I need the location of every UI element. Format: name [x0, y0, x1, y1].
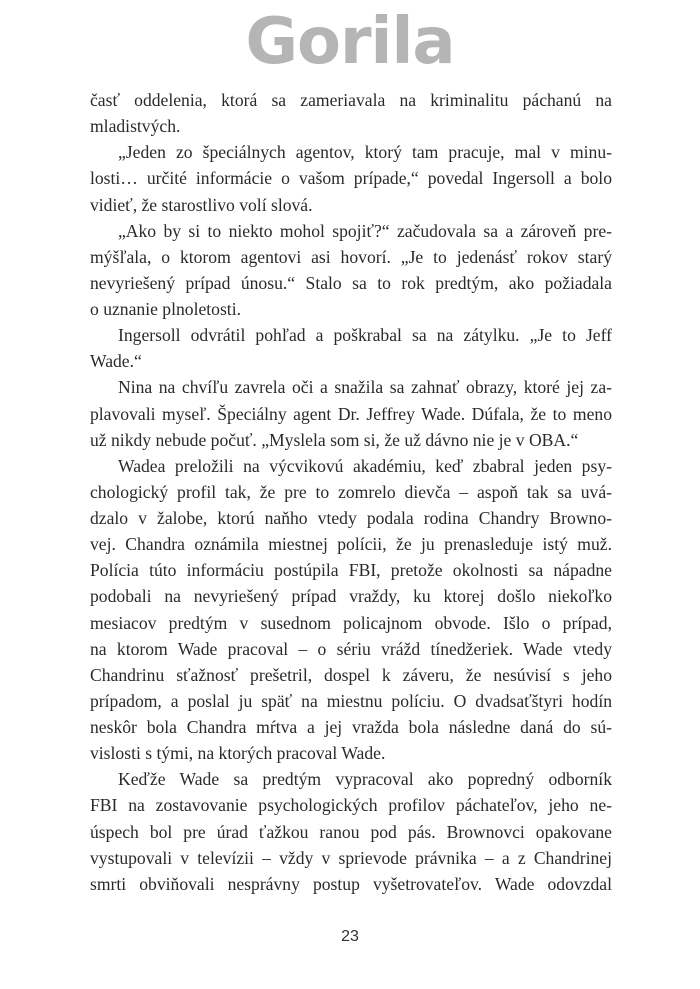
body-text [90, 87, 612, 897]
text-line: Nina na chvíľu zavrela oči a snažila sa zahnať obrazy, ktoré jej za- [118, 377, 612, 398]
page-number: 23 [341, 928, 359, 945]
text-line: mesiacov predtým v susednom policajnom obvode. Išlo o prípad, [90, 612, 612, 633]
text-line: Polícia túto informáciu postúpila FBI, pretože okolnosti sa nápadne [90, 560, 612, 581]
text-line: o uznanie plnoletosti. [90, 299, 241, 319]
text-line: FBI na zostavovanie psychologických profilov páchateľov, jeho ne- [90, 795, 612, 816]
paragraph [90, 87, 612, 139]
text-line: „Ako by si to niekto mohol spojiť?“ začudovala sa a zároveň pre- [118, 220, 612, 241]
text-line: časť oddelenia, ktorá sa zameriavala na kriminalitu páchanú na [90, 90, 612, 110]
text-line: vislosti s tými, na ktorých pracoval Wade. [90, 743, 386, 764]
text-line: „Jeden zo špeciálnych agentov, ktorý tam pracuje, mal v minu- [118, 142, 612, 163]
text-line: na ktorom Wade pracoval – o sériu vrážd tínedžeriek. Wade vtedy [90, 638, 612, 659]
watermark-logo: Gorila [245, 5, 455, 79]
text-line: Ingersoll odvrátil pohľad a poškrabal sa na zátylku. „Je to Jeff [118, 325, 612, 346]
paragraph [90, 374, 612, 452]
paragraph [90, 322, 612, 374]
text-line: Chandrinu sťažnosť prešetril, dospel k záveru, že nesúvisí s jeho [90, 664, 612, 685]
paragraph [90, 218, 612, 323]
text-line: mladistvých. [90, 116, 181, 137]
paragraph [90, 453, 612, 767]
text-line: mýšľala, o ktorom agentovi asi hovorí. „Je to jedenásť rokov starý [90, 246, 612, 267]
text-line: smrti obviňovali nesprávny postup vyšetrovateľov. Wade odovzdal [90, 873, 612, 894]
text-line: podobali na nevyriešený prípad vraždy, ku ktorej došlo niekoľko [90, 586, 612, 607]
paragraph [90, 139, 612, 217]
text-line: nevyriešený prípad únosu.“ Stalo sa to rok predtým, ako požiadala [90, 272, 612, 293]
text-line: vidieť, že starostlivo volí slová. [90, 194, 313, 215]
text-line: dzalo v žalobe, ktorú naňho vtedy podala rodina Chandry Browno- [90, 508, 612, 528]
text-line: úspech bol pre úrad ťažkou ranou pod pás. Brownovci opakovane [90, 821, 612, 842]
text-line: Wade.“ [90, 351, 142, 372]
text-line: losti… určité informácie o vašom prípade,“ povedal Ingersoll a bolo [90, 168, 612, 189]
text-line: plavovali myseľ. Špeciálny agent Dr. Jeffrey Wade. Dúfala, že to meno [90, 403, 612, 424]
text-line: vej. Chandra oznámila miestnej polícii, že ju prenasleduje istý muž. [90, 534, 612, 555]
text-line: Keďže Wade sa predtým vypracoval ako popredný odborník [118, 769, 612, 790]
text-line: neskôr bola Chandra mŕtva a jej vražda bola následne daná do sú- [90, 717, 612, 737]
text-line: prípadom, a poslal ju späť na miestnu políciu. O dvadsaťštyri hodín [90, 690, 612, 711]
paragraph [90, 766, 612, 897]
text-line: vystupovali v televízii – vždy v sprievode právnika – a z Chandrinej [90, 847, 612, 868]
text-line: chologický profil tak, že pre to zomrelo dievča – aspoň tak sa uvá- [90, 481, 612, 502]
text-line: Wadea preložili na výcvikovú akadémiu, keď zbabral jeden psy- [118, 455, 612, 476]
text-line: už nikdy nebude počuť. „Myslela som si, že už dávno nie je v OBA.“ [90, 429, 579, 450]
